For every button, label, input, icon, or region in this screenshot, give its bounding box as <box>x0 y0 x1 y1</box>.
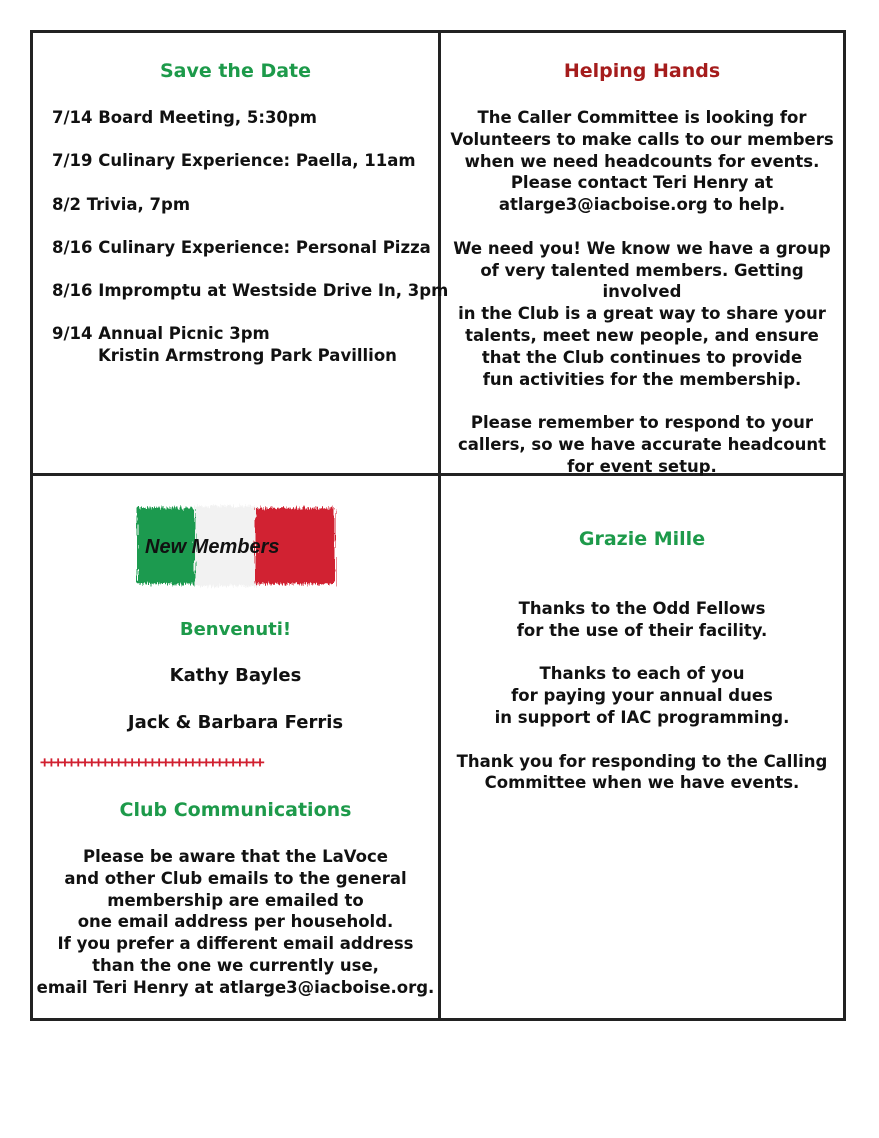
italian-flag-brush-icon <box>133 500 343 592</box>
helping-hands-title: Helping Hands <box>563 60 721 82</box>
event-item: 8/16 Impromptu at Westside Drive In, 3pm <box>52 281 449 301</box>
club-communications-title: Club Communications <box>119 799 352 821</box>
paragraph: Thanks to the Odd Fellows for the use of their facility. <box>516 599 768 640</box>
paragraph: The Caller Committee is looking for Volunteers to make calls to our members when we need headcounts for events. Please contact Teri Henry at atlarge3@iacboise.org to help. <box>450 108 834 215</box>
paragraph: Please remember to respond to your callers, so we have accurate headcount for event setup. <box>458 413 826 476</box>
helping-hands-body <box>441 107 843 499</box>
grazie-mille-panel <box>441 476 843 1018</box>
benvenuti-heading: Benvenuti! <box>179 619 292 640</box>
paragraph: We need you! We know we have a group of very talented members. Getting involved in the Club is a great way to share your talents, meet new people, and ensure that the Club continues to provide fun activities for the membership. <box>453 238 831 389</box>
helping-hands-panel <box>441 33 843 476</box>
member-name: Kathy Bayles <box>169 665 302 686</box>
club-communications-body: Please be aware that the LaVoce and other Club emails to the general membership are emailed to one email address per household. If you prefer a different email address than the one we currently use, email Teri Henry at atlarge3@iacboise.org. <box>36 847 435 997</box>
event-list <box>52 107 449 389</box>
paragraph: Thanks to each of you for paying your annual dues in support of IAC programming. <box>494 664 790 727</box>
member-name: Jack & Barbara Ferris <box>127 712 344 733</box>
event-item: 7/19 Culinary Experience: Paella, 11am <box>52 151 416 171</box>
grazie-mille-title: Grazie Mille <box>578 528 706 550</box>
new-members-panel <box>33 476 438 1018</box>
new-members-banner <box>133 500 343 592</box>
plus-divider: +++++++++++++++++++++++++++++++++ <box>40 753 263 771</box>
border-right <box>843 30 846 1021</box>
flyer-grid <box>30 30 846 1021</box>
save-the-date-title: Save the Date <box>159 60 312 82</box>
grazie-mille-body <box>441 598 843 816</box>
event-item: 8/2 Trivia, 7pm <box>52 194 191 214</box>
save-the-date-panel <box>33 33 449 473</box>
event-location: Kristin Armstrong Park Pavillion <box>98 346 397 366</box>
event-item: 9/14 Annual Picnic 3pm Kristin Armstrong Park Pavillion <box>52 323 432 367</box>
event-item: 8/16 Culinary Experience: Personal Pizza <box>52 237 431 257</box>
paragraph: Thank you for responding to the Calling Committee when we have events. <box>456 751 828 793</box>
banner-label: New Members <box>145 536 280 558</box>
event-item: 7/14 Board Meeting, 5:30pm <box>52 108 317 127</box>
